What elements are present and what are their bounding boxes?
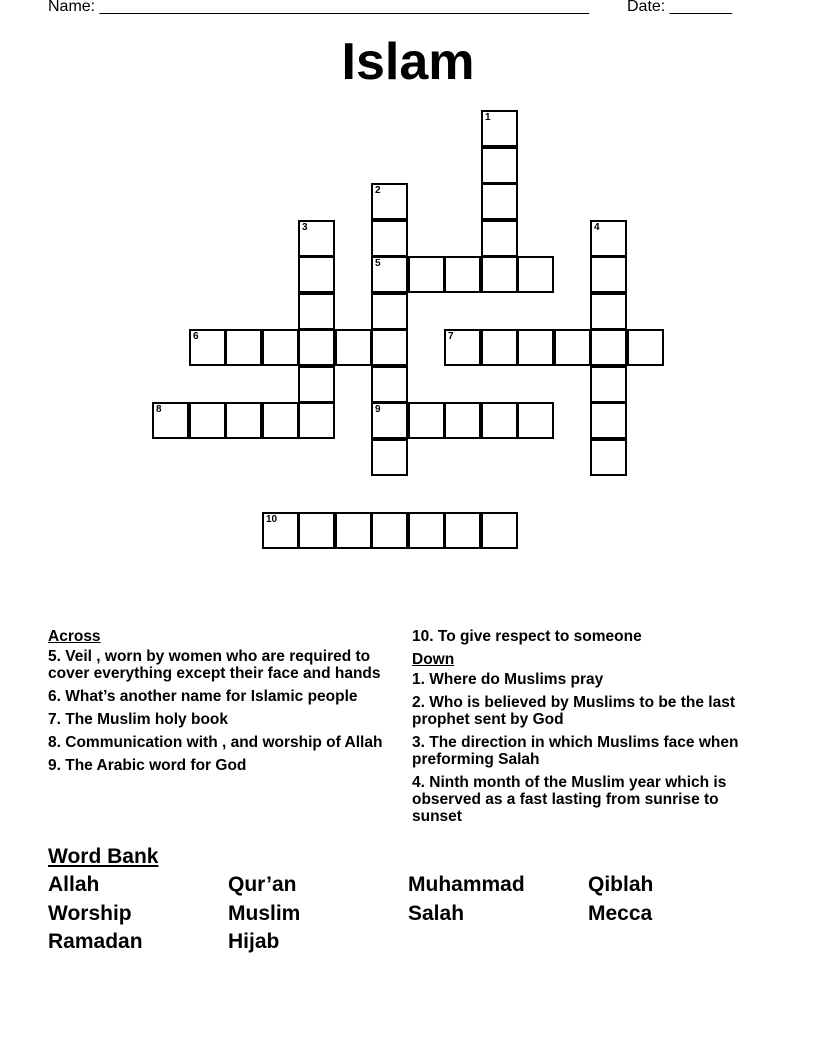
crossword-cell[interactable]: [590, 329, 627, 366]
crossword-cell[interactable]: [444, 402, 481, 439]
crossword-cell[interactable]: [335, 512, 372, 549]
clue-number: 8.: [48, 734, 61, 751]
crossword-cell[interactable]: [298, 402, 335, 439]
cell-number: 9: [375, 404, 381, 415]
clue-across-9: [48, 757, 393, 774]
crossword-cell[interactable]: [225, 329, 262, 366]
crossword-cell[interactable]: [517, 256, 554, 293]
crossword-cell[interactable]: [371, 329, 408, 366]
crossword-cell[interactable]: [590, 402, 627, 439]
clue-across-7: [48, 711, 393, 728]
clue-number: 3.: [412, 734, 425, 751]
clue-text: Where do Muslims pray: [429, 671, 604, 688]
cell-number: 1: [485, 112, 491, 123]
across-heading: Across: [48, 628, 101, 645]
clue-number: 6.: [48, 688, 61, 705]
date-line: Date: _______: [627, 0, 732, 15]
crossword-cell[interactable]: [408, 512, 445, 549]
crossword-cell[interactable]: [444, 512, 481, 549]
clue-down-1: [412, 671, 757, 688]
crossword-cell[interactable]: [481, 329, 518, 366]
crossword-cell[interactable]: [481, 402, 518, 439]
crossword-cell[interactable]: [225, 402, 262, 439]
name-line: Name: _______________________________________________________: [48, 0, 589, 15]
crossword-cell[interactable]: [298, 220, 335, 257]
crossword-cell[interactable]: [590, 366, 627, 403]
clue-number: 2.: [412, 694, 425, 711]
clue-text: The direction in which Muslims face when preforming Salah: [412, 734, 739, 768]
crossword-cell[interactable]: [298, 329, 335, 366]
crossword-cell[interactable]: [590, 293, 627, 330]
crossword-cell[interactable]: [335, 329, 372, 366]
word-bank-item: Muhammad: [408, 873, 525, 896]
crossword-cell[interactable]: [408, 256, 445, 293]
page-title: Islam: [341, 33, 475, 91]
clue-number: 10.: [412, 628, 434, 645]
clue-text: Ninth month of the Muslim year which is observed as a fast lasting from sunrise to sunset: [412, 774, 727, 825]
word-bank-item: Salah: [408, 902, 465, 925]
clue-text: To give respect to someone: [437, 628, 642, 645]
cell-number: 10: [266, 514, 278, 525]
crossword-cell[interactable]: [590, 220, 627, 257]
crossword-cell[interactable]: [481, 220, 518, 257]
clue-across-10: [412, 628, 757, 645]
crossword-cell[interactable]: [481, 147, 518, 184]
clue-number: 7.: [48, 711, 61, 728]
cell-number: 7: [448, 331, 454, 342]
crossword-cell[interactable]: [189, 402, 226, 439]
clue-number: 4.: [412, 774, 425, 791]
crossword-cell[interactable]: [517, 329, 554, 366]
crossword-cell[interactable]: [627, 329, 664, 366]
crossword-cell[interactable]: [298, 366, 335, 403]
crossword-cell[interactable]: [298, 512, 335, 549]
crossword-cell[interactable]: [262, 402, 299, 439]
word-bank-item: Ramadan: [48, 930, 143, 953]
crossword-cell[interactable]: [262, 512, 299, 549]
word-bank-item: Worship: [48, 902, 132, 925]
clue-down-3: [412, 734, 757, 768]
cell-number: 2: [375, 185, 381, 196]
clue-across-8: [48, 734, 393, 751]
clue-number: 5.: [48, 648, 61, 665]
crossword-cell[interactable]: [590, 439, 627, 476]
crossword-cell[interactable]: [444, 256, 481, 293]
cell-number: 5: [375, 258, 381, 269]
crossword-cell[interactable]: [371, 293, 408, 330]
crossword-cell[interactable]: [298, 293, 335, 330]
clue-text: Who is believed by Muslims to be the last prophet sent by God: [412, 694, 736, 728]
word-bank-item: Allah: [48, 873, 100, 896]
crossword-cell[interactable]: [371, 512, 408, 549]
crossword-cell[interactable]: [371, 256, 408, 293]
clues-right-column: [412, 628, 757, 831]
down-heading: Down: [412, 651, 455, 668]
cell-number: 3: [302, 222, 308, 233]
cell-number: 4: [594, 222, 600, 233]
crossword-cell[interactable]: [444, 329, 481, 366]
crossword-cell[interactable]: [517, 402, 554, 439]
clue-text: Veil , worn by women who are required to cover everything except their face and hands: [48, 648, 381, 682]
crossword-cell[interactable]: [298, 256, 335, 293]
word-bank-item: Hijab: [228, 930, 280, 953]
crossword-cell[interactable]: [371, 366, 408, 403]
crossword-cell[interactable]: [371, 183, 408, 220]
clue-text: The Muslim holy book: [65, 711, 229, 728]
word-bank-item: Qiblah: [588, 873, 654, 896]
word-bank-title: Word Bank: [48, 845, 159, 868]
crossword-cell[interactable]: [481, 256, 518, 293]
clue-across-5: [48, 648, 393, 682]
word-bank-item: Mecca: [588, 902, 653, 925]
clue-number: 9.: [48, 757, 61, 774]
clue-text: What’s another name for Islamic people: [65, 688, 358, 705]
crossword-cell[interactable]: [481, 183, 518, 220]
crossword-cell[interactable]: [262, 329, 299, 366]
crossword-cell[interactable]: [371, 439, 408, 476]
clue-down-4: [412, 774, 757, 825]
crossword-cell[interactable]: [590, 256, 627, 293]
clue-across-6: [48, 688, 393, 705]
cell-number: 6: [193, 331, 199, 342]
crossword-cell[interactable]: [481, 512, 518, 549]
crossword-cell[interactable]: [371, 220, 408, 257]
word-bank-item: Muslim: [228, 902, 301, 925]
clue-number: 1.: [412, 671, 425, 688]
word-bank-item: Qur’an: [228, 873, 297, 896]
cell-number: 8: [156, 404, 162, 415]
clue-down-2: [412, 694, 757, 728]
clues-left-column: [48, 628, 393, 780]
crossword-cell[interactable]: [408, 402, 445, 439]
crossword-cell[interactable]: [189, 329, 226, 366]
clue-text: Communication with , and worship of Allah: [65, 734, 383, 751]
clue-text: The Arabic word for God: [65, 757, 247, 774]
crossword-cell[interactable]: [481, 110, 518, 147]
crossword-cell[interactable]: [554, 329, 591, 366]
crossword-cell[interactable]: [152, 402, 189, 439]
crossword-cell[interactable]: [371, 402, 408, 439]
